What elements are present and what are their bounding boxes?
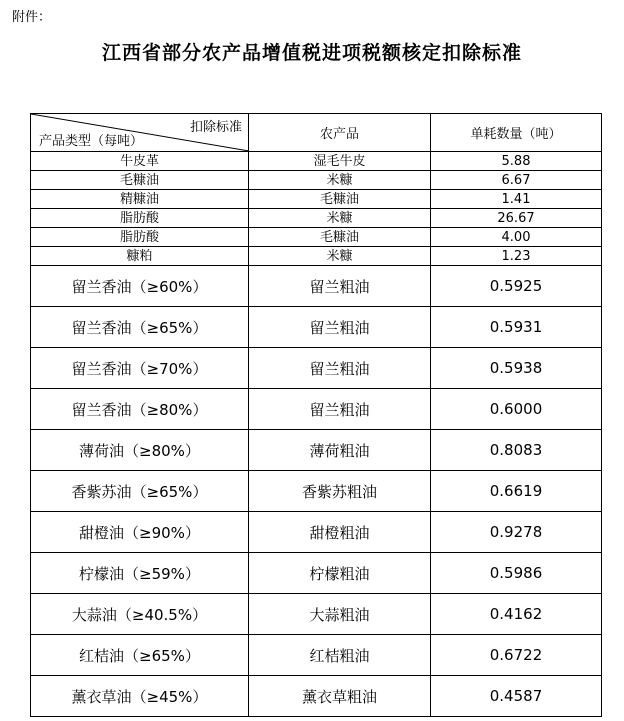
- product-cell: 香紫苏油（≥65%）: [31, 471, 249, 512]
- product-cell: 留兰香油（≥70%）: [31, 348, 249, 389]
- product-cell: 红桔油（≥65%）: [31, 635, 249, 676]
- product-cell: 脂肪酸: [31, 228, 249, 247]
- table-row: [31, 209, 602, 228]
- table-row: [31, 676, 602, 717]
- product-cell: 甜橙油（≥90%）: [31, 512, 249, 553]
- product-cell: 留兰香油（≥60%）: [31, 266, 249, 307]
- table-row: [31, 430, 602, 471]
- quantity-cell: 0.9278: [431, 512, 602, 553]
- table-row: [31, 512, 602, 553]
- product-cell: 薄荷油（≥80%）: [31, 430, 249, 471]
- header-unit-consumption: 单耗数量（吨）: [431, 114, 602, 152]
- header-agricultural-product: 农产品: [249, 114, 431, 152]
- table-row: [31, 228, 602, 247]
- material-cell: 留兰粗油: [249, 348, 431, 389]
- table-row: [31, 247, 602, 266]
- quantity-cell: 0.4162: [431, 594, 602, 635]
- quantity-cell: 0.5938: [431, 348, 602, 389]
- header-product-type: 产品类型（每吨）: [39, 134, 144, 149]
- table-row: [31, 152, 602, 171]
- product-cell: 大蒜油（≥40.5%）: [31, 594, 249, 635]
- product-cell: 留兰香油（≥65%）: [31, 307, 249, 348]
- material-cell: 大蒜粗油: [249, 594, 431, 635]
- quantity-cell: 1.41: [431, 190, 602, 209]
- deduction-standard-table: [30, 113, 602, 717]
- quantity-cell: 0.5986: [431, 553, 602, 594]
- quantity-cell: 0.5925: [431, 266, 602, 307]
- table-row: [31, 348, 602, 389]
- material-cell: 薄荷粗油: [249, 430, 431, 471]
- product-cell: 脂肪酸: [31, 209, 249, 228]
- product-cell: 毛糠油: [31, 171, 249, 190]
- quantity-cell: 0.6722: [431, 635, 602, 676]
- table-row: [31, 190, 602, 209]
- table-row: [31, 389, 602, 430]
- material-cell: 红桔粗油: [249, 635, 431, 676]
- quantity-cell: 0.8083: [431, 430, 602, 471]
- quantity-cell: 0.4587: [431, 676, 602, 717]
- table-row: [31, 471, 602, 512]
- quantity-cell: 1.23: [431, 247, 602, 266]
- material-cell: 香紫苏粗油: [249, 471, 431, 512]
- material-cell: 留兰粗油: [249, 389, 431, 430]
- product-cell: 留兰香油（≥80%）: [31, 389, 249, 430]
- material-cell: 留兰粗油: [249, 307, 431, 348]
- quantity-cell: 26.67: [431, 209, 602, 228]
- quantity-cell: 0.5931: [431, 307, 602, 348]
- product-cell: 柠檬油（≥59%）: [31, 553, 249, 594]
- material-cell: 米糠: [249, 247, 431, 266]
- header-deduction-standard: 扣除标准: [189, 120, 242, 135]
- document-title: 江西省部分农产品增值税进项税额核定扣除标准: [101, 42, 522, 64]
- material-cell: 留兰粗油: [249, 266, 431, 307]
- table-row: [31, 266, 602, 307]
- table-row: [31, 553, 602, 594]
- material-cell: 米糠: [249, 171, 431, 190]
- quantity-cell: 0.6000: [431, 389, 602, 430]
- quantity-cell: 4.00: [431, 228, 602, 247]
- table-row: [31, 594, 602, 635]
- material-cell: 毛糠油: [249, 228, 431, 247]
- material-cell: 米糠: [249, 209, 431, 228]
- product-cell: 糠粕: [31, 247, 249, 266]
- table-row: [31, 307, 602, 348]
- quantity-cell: 5.88: [431, 152, 602, 171]
- product-cell: 牛皮革: [31, 152, 249, 171]
- table-header-row: [31, 114, 602, 152]
- diagonal-header-cell: [31, 114, 249, 152]
- quantity-cell: 6.67: [431, 171, 602, 190]
- material-cell: 毛糠油: [249, 190, 431, 209]
- product-cell: 精糠油: [31, 190, 249, 209]
- attachment-label: 附件：: [12, 10, 52, 25]
- material-cell: 柠檬粗油: [249, 553, 431, 594]
- quantity-cell: 0.6619: [431, 471, 602, 512]
- material-cell: 甜橙粗油: [249, 512, 431, 553]
- material-cell: 湿毛牛皮: [249, 152, 431, 171]
- table-row: [31, 171, 602, 190]
- table-row: [31, 635, 602, 676]
- product-cell: 薰衣草油（≥45%）: [31, 676, 249, 717]
- material-cell: 薰衣草粗油: [249, 676, 431, 717]
